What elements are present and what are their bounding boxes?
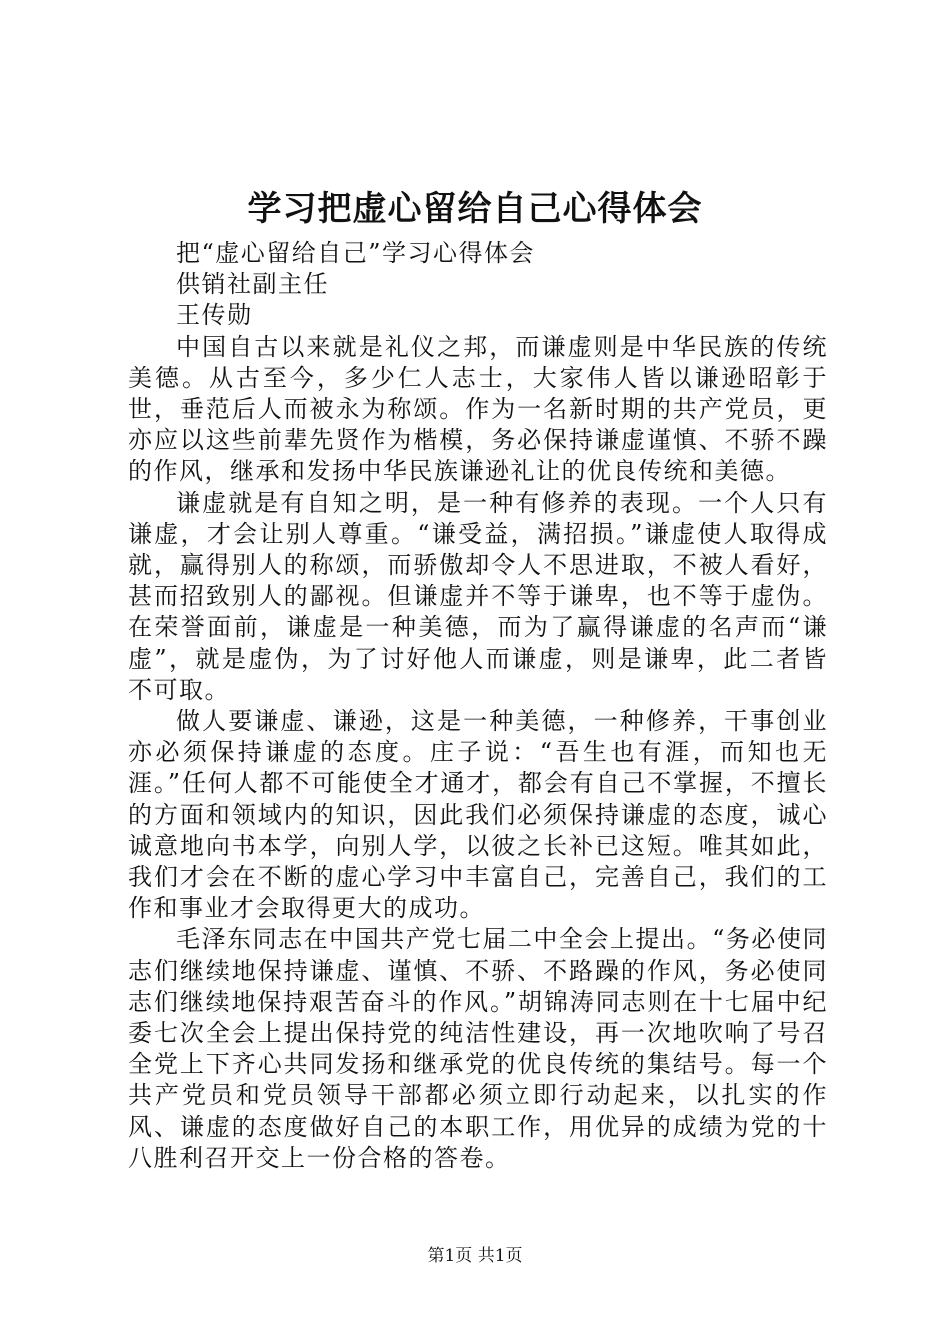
paragraph-2: 谦虚就是有自知之明，是一种有修养的表现。一个人只有谦虚，才会让别人尊重。“谦受益，满招损。”谦虚使人取得成就，赢得别人的称颂，而骄傲却令人不思进取，不被人看好，甚而招致别人的鄙视。但谦虚并不等于谦卑，也不等于虚伪。在荣誉面前，谦虚是一种美德，而为了赢得谦虚的名声而“谦虚”，就是虚伪，为了讨好他人而谦虚，则是谦卑，此二者皆不可取。 <box>128 488 828 704</box>
document-body <box>128 238 828 1174</box>
subtitle-line: 把“虚心留给自己”学习心得体会 <box>176 239 536 267</box>
author-position: 供销社副主任 <box>176 270 329 299</box>
document-title: 学习把虚心留给自己心得体会 <box>247 189 703 229</box>
paragraph-1: 中国自古以来就是礼仪之邦，而谦虚则是中华民族的传统美德。从古至今，多少仁人志士，大家伟人皆以谦逊昭彰于世，垂范后人而被永为称颂。作为一名新时期的共产党员，更亦应以这些前辈先贤作为楷模，务必保持谦虚谨慎、不骄不躁的作风，继承和发扬中华民族谦逊礼让的优良传统和美德。 <box>128 332 828 486</box>
paragraph-3: 做人要谦虚、谦逊，这是一种美德，一种修养，干事创业亦必须保持谦虚的态度。庄子说：“吾生也有涯，而知也无涯。”任何人都不可能使全才通才，都会有自己不掌握，不擅长的方面和领域内的知识，因此我们必须保持谦虚的态度，诚心诚意地向书本学，向别人学，以彼之长补已这短。唯其如此，我们才会在不断的虚心学习中丰富自己，完善自己，我们的工作和事业才会取得更大的成功。 <box>128 707 828 923</box>
author-name: 王传勋 <box>176 301 253 330</box>
paragraph-4: 毛泽东同志在中国共产党七届二中全会上提出。“务必使同志们继续地保持谦虚、谨慎、不骄、不路躁的作风，务必使同志们继续地保持艰苦奋斗的作风。”胡锦涛同志则在十七届中纪委七次全会上提出保持党的纯洁性建设，再一次地吹响了号召全党上下齐心共同发扬和继承党的优良传统的集结号。每一个共产党员和党员领导干部都必须立即行动起来，以扎实的作风、谦虚的态度做好自己的本职工作，用优异的成绩为党的十八胜利召开交上一份合格的答卷。 <box>128 925 828 1172</box>
page-footer: 第1页 共1页 <box>427 1246 523 1266</box>
